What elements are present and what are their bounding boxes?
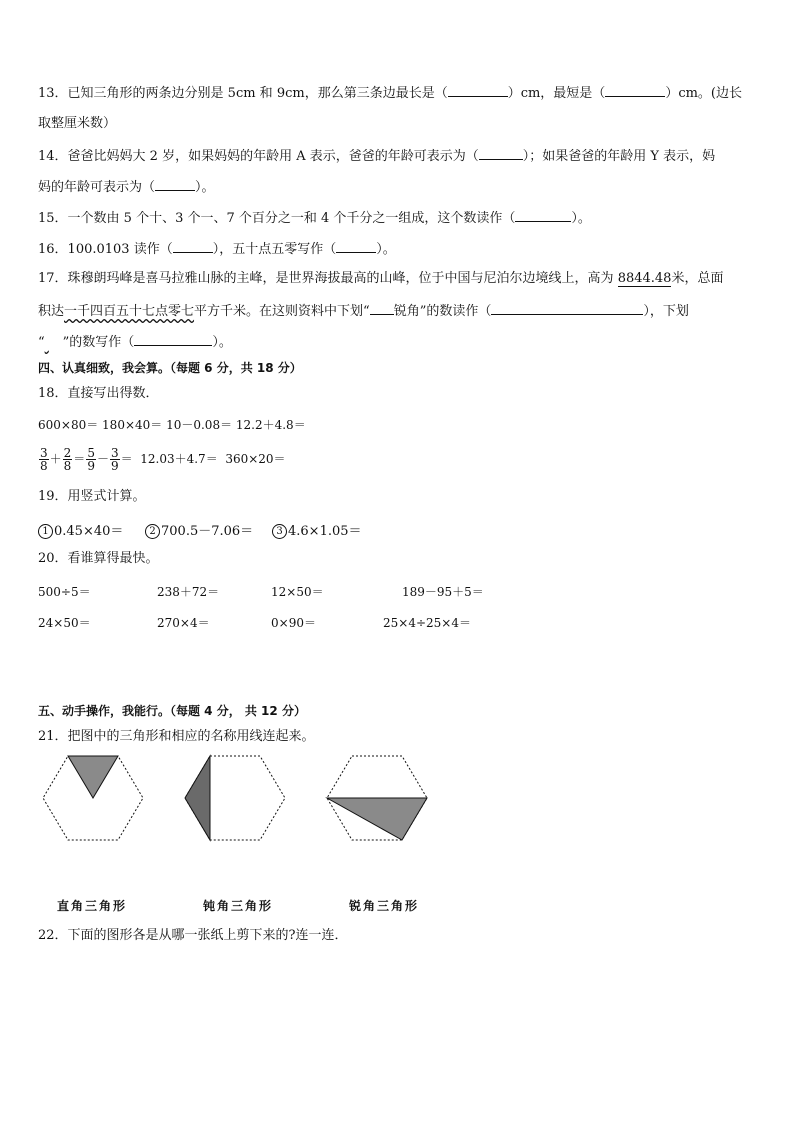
question-15 bbox=[38, 209, 591, 227]
q17-blank-write[interactable] bbox=[134, 333, 212, 346]
q19-item-3: 3 4.6×1.05＝ bbox=[272, 520, 362, 539]
q14-cont-1: 妈的年龄可表示为（ bbox=[38, 180, 156, 195]
q17-line2-a: 积达 bbox=[38, 304, 65, 319]
question-13 bbox=[38, 84, 742, 102]
q18-frac-1: $\frac{3}{8}$ bbox=[40, 446, 48, 473]
q16-blank-1[interactable] bbox=[173, 240, 213, 253]
q14-text-2: ）；如果爸爸的年龄用 Y 表示，妈 bbox=[522, 149, 716, 164]
q18-row-2 bbox=[38, 445, 286, 473]
q15-blank[interactable] bbox=[515, 209, 571, 222]
q18-row-1: 600×80＝ 180×40＝ 10－0.08＝ 12.2＋4.8＝ bbox=[38, 418, 306, 432]
q19-mark-1: 1 bbox=[38, 524, 53, 539]
q21-figures bbox=[0, 750, 794, 900]
q20-r2-c4: 25×4÷25×4＝ bbox=[383, 616, 471, 630]
question-13-cont: 取整厘米数） bbox=[38, 116, 117, 131]
q16-text-1: 16．100.0103 读作（ bbox=[38, 242, 173, 257]
q18-row-2-rest: 12.03＋4.7＝ 360×20＝ bbox=[132, 452, 286, 466]
q13-blank-longest[interactable] bbox=[448, 84, 508, 97]
q17-line3-a: “ bbox=[38, 335, 45, 350]
hexagon-figure-3 bbox=[327, 756, 427, 840]
q13-text-3: ）cm。(边长 bbox=[665, 86, 742, 101]
question-17-line2 bbox=[38, 302, 689, 320]
q20-r2-c2: 270×4＝ bbox=[157, 616, 210, 630]
q17-blank-read[interactable] bbox=[491, 302, 643, 315]
q16-text-3: ）。 bbox=[376, 242, 396, 257]
q18-op-2: ＝ bbox=[73, 452, 86, 466]
q20-r2-c1: 24×50＝ bbox=[38, 616, 91, 630]
question-16 bbox=[38, 240, 396, 258]
q15-text-1: 15．一个数由 5 个十、3 个一、7 个百分之一和 4 个千分之一组成，这个数读作（ bbox=[38, 211, 516, 226]
q14-text-1: 14．爸爸比妈妈大 2 岁，如果妈妈的年龄用 A 表示，爸爸的年龄可表示为（ bbox=[38, 149, 479, 164]
q19-item-2: 2 700.5－7.06＝ bbox=[145, 520, 253, 539]
q17-text-1: 17．珠穆朗玛峰是喜马拉雅山脉的主峰，是世界海拔最高的山峰，位于中国与尼泊尔边境线上，高为 bbox=[38, 271, 618, 286]
q16-blank-2[interactable] bbox=[336, 240, 376, 253]
question-18-title: 18．直接写出得数． bbox=[38, 386, 159, 401]
question-14-cont bbox=[38, 178, 215, 196]
obtuse-triangle-shape[interactable] bbox=[185, 756, 210, 840]
question-14 bbox=[38, 147, 715, 165]
q15-text-2: ）。 bbox=[571, 211, 591, 226]
section-5-heading: 五、动手操作，我能行。（每题 4 分， 共 12 分） bbox=[38, 704, 306, 718]
q17-height-value: 8844.48 bbox=[617, 271, 672, 286]
q20-r1-c4: 189－95＋5＝ bbox=[402, 585, 484, 599]
question-19-title: 19．用竖式计算。 bbox=[38, 489, 146, 504]
q18-op-1: ＋ bbox=[49, 452, 62, 466]
q18-frac-2: $\frac{2}{8}$ bbox=[63, 446, 72, 473]
q17-line2-d: ），下划 bbox=[643, 304, 689, 319]
label-right-triangle[interactable]: 直角三角形 bbox=[57, 899, 128, 913]
hexagon-figure-2 bbox=[185, 756, 285, 840]
q19-item-1: 1 0.45×40＝ bbox=[38, 520, 123, 539]
q18-frac-4: $\frac{3}{9}$ bbox=[110, 446, 119, 473]
q17-underline-mark bbox=[370, 302, 394, 315]
q13-text-2: ）cm，最短是（ bbox=[507, 86, 606, 101]
q17-line2-b: 平方千米。在这则资料中下划“ bbox=[194, 304, 370, 319]
q16-text-2: ），五十点五零写作（ bbox=[212, 242, 337, 257]
q13-blank-shortest[interactable] bbox=[605, 84, 665, 97]
question-22-title: 22．下面的图形各是从哪一张纸上剪下来的?连一连． bbox=[38, 928, 348, 943]
q17-line3-b: ”的数写作（ bbox=[62, 335, 135, 350]
label-acute-triangle[interactable]: 锐角三角形 bbox=[349, 899, 420, 913]
q18-op-3: － bbox=[96, 452, 109, 466]
label-obtuse-triangle[interactable]: 钝角三角形 bbox=[203, 899, 274, 913]
q17-wavy-mark bbox=[45, 335, 63, 351]
q20-r1-c3: 12×50＝ bbox=[271, 585, 324, 599]
question-20-title: 20．看谁算得最快。 bbox=[38, 551, 159, 566]
q17-area-value: 一千四百五十七点零七 bbox=[64, 304, 195, 319]
q18-op-4: ＝ bbox=[120, 452, 133, 466]
q14-blank-mom[interactable] bbox=[155, 178, 195, 191]
q13-text-1: 13．已知三角形的两条边分别是 5cm 和 9cm，那么第三条边最长是（ bbox=[38, 86, 448, 101]
q18-frac-3: $\frac{5}{9}$ bbox=[87, 446, 95, 473]
q20-r1-c2: 238＋72＝ bbox=[157, 585, 220, 599]
q17-text-2: 米，总面 bbox=[671, 271, 724, 286]
q17-line2-c: 锐角”的数读作（ bbox=[393, 304, 492, 319]
q20-r2-c3: 0×90＝ bbox=[271, 616, 316, 630]
q19-mark-2: 2 bbox=[145, 524, 160, 539]
q20-r1-c1: 500÷5＝ bbox=[38, 585, 91, 599]
question-17-line3 bbox=[38, 333, 232, 351]
question-17 bbox=[38, 271, 723, 287]
q14-cont-2: ）。 bbox=[195, 180, 215, 195]
q17-line3-c: ）。 bbox=[212, 335, 232, 350]
section-4-heading: 四、认真细致，我会算。（每题 6 分，共 18 分） bbox=[38, 361, 302, 375]
hexagon-figure-1 bbox=[43, 756, 143, 840]
q14-blank-dad[interactable] bbox=[479, 147, 523, 160]
q19-mark-3: 3 bbox=[272, 524, 287, 539]
question-21-title: 21．把图中的三角形和相应的名称用线连起来。 bbox=[38, 729, 315, 744]
